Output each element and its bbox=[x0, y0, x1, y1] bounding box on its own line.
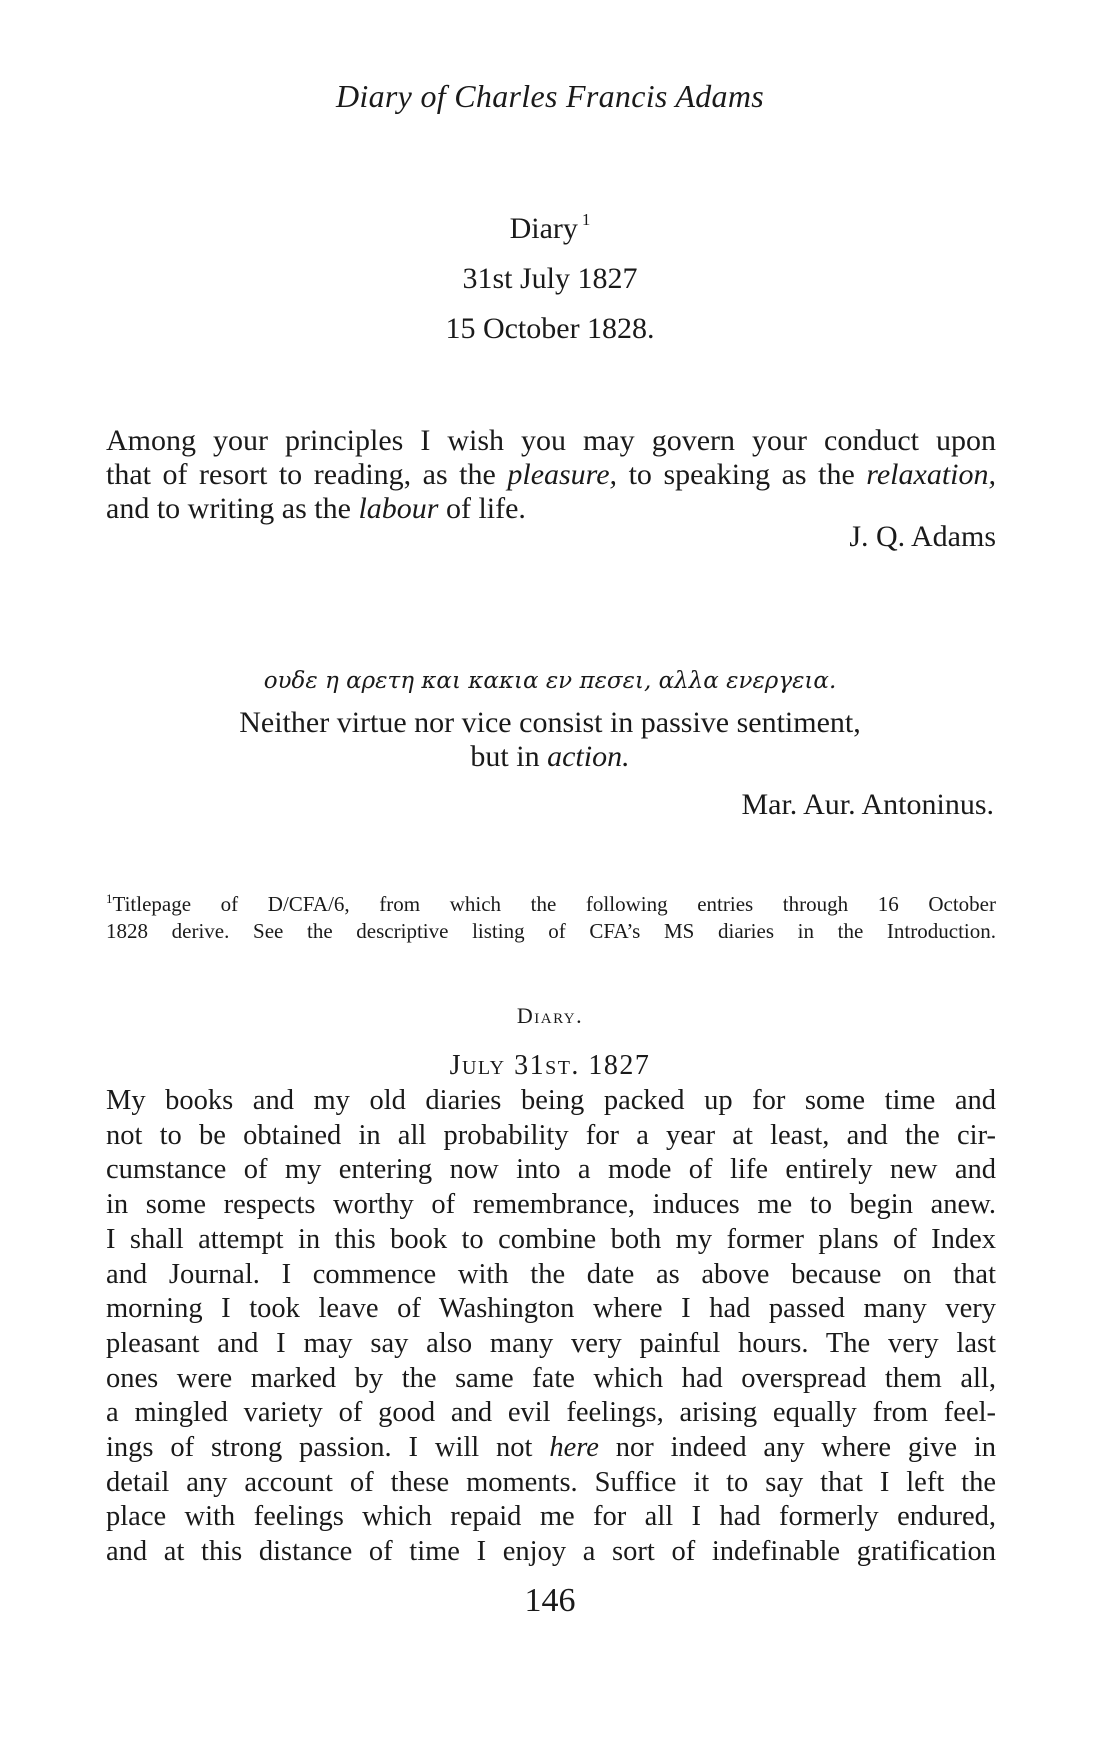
end-date: 15 October 1828. bbox=[445, 312, 655, 345]
entry-line: and at this distance of time I enjoy a sort of indefinable gratification bbox=[106, 1536, 996, 1568]
diary-title-text: Diary bbox=[509, 212, 578, 245]
start-date: 31st July 1827 bbox=[462, 262, 638, 295]
diary-title bbox=[0, 212, 1100, 246]
translation-line-1: Neither virtue nor vice consist in passive sentiment, bbox=[239, 706, 861, 739]
diary-entry bbox=[106, 1084, 996, 1570]
footnote-ref: 1 bbox=[581, 210, 591, 229]
entry-date: July 31st. 1827 bbox=[449, 1050, 651, 1081]
epigraph-line: and to writing as the labour of life. bbox=[106, 492, 526, 525]
entry-line: detail any account of these moments. Suffice it to say that I left the bbox=[106, 1466, 996, 1498]
entry-line: cumstance of my entering now into a mode of life entirely new and bbox=[106, 1154, 996, 1186]
greek-quote: ουδε η αρετη και κακια εν πεσει, αλλα ενεργεια. bbox=[263, 668, 837, 694]
entry-line: place with feelings which repaid me for all I had formerly endured, bbox=[106, 1501, 996, 1533]
entry-line: pleasant and I may say also many very painful hours. The very last bbox=[106, 1327, 996, 1359]
epigraph-quote bbox=[106, 424, 996, 526]
epigraph-line: that of resort to reading, as the pleasure, to speaking as the relaxation, bbox=[106, 458, 996, 491]
entry-line: not to be obtained in all probability for a year at least, and the cir- bbox=[106, 1119, 996, 1151]
marcus-aurelius-attribution: Mar. Aur. Antoninus. bbox=[741, 788, 994, 821]
epigraph-attribution: J. Q. Adams bbox=[849, 520, 996, 553]
footnote-line-2: 1828 derive. See the descriptive listing of CFA’s MS diaries in the Introduction. bbox=[106, 919, 996, 943]
entry-line: I shall attempt in this book to combine both my former plans of Index bbox=[106, 1223, 996, 1255]
epigraph-line: Among your principles I wish you may govern your conduct upon bbox=[106, 424, 996, 457]
entry-line: and Journal. I commence with the date as above because on that bbox=[106, 1258, 996, 1290]
section-heading: Diary. bbox=[516, 1003, 584, 1028]
entry-line: ings of strong passion. I will not here nor indeed any where give in bbox=[106, 1432, 996, 1464]
entry-line: a mingled variety of good and evil feelings, arising equally from feel- bbox=[106, 1397, 996, 1429]
running-head: Diary of Charles Francis Adams bbox=[336, 78, 764, 114]
footnote-line-1: $^1$Titlepage of D/CFA/6, from which the following entries through 16 October bbox=[106, 891, 996, 916]
entry-line: ones were marked by the same fate which had overspread them all, bbox=[106, 1362, 996, 1394]
entry-line: morning I took leave of Washington where I had passed many very bbox=[106, 1293, 996, 1325]
footnote-marker: 1 bbox=[106, 891, 113, 906]
footnote bbox=[106, 885, 996, 945]
entry-line: in some respects worthy of remembrance, induces me to begin anew. bbox=[106, 1189, 996, 1221]
entry-line: My books and my old diaries being packed up for some time and bbox=[106, 1085, 996, 1116]
page-number: 146 bbox=[524, 1582, 576, 1619]
translation-line-2: but in action. bbox=[470, 740, 630, 773]
